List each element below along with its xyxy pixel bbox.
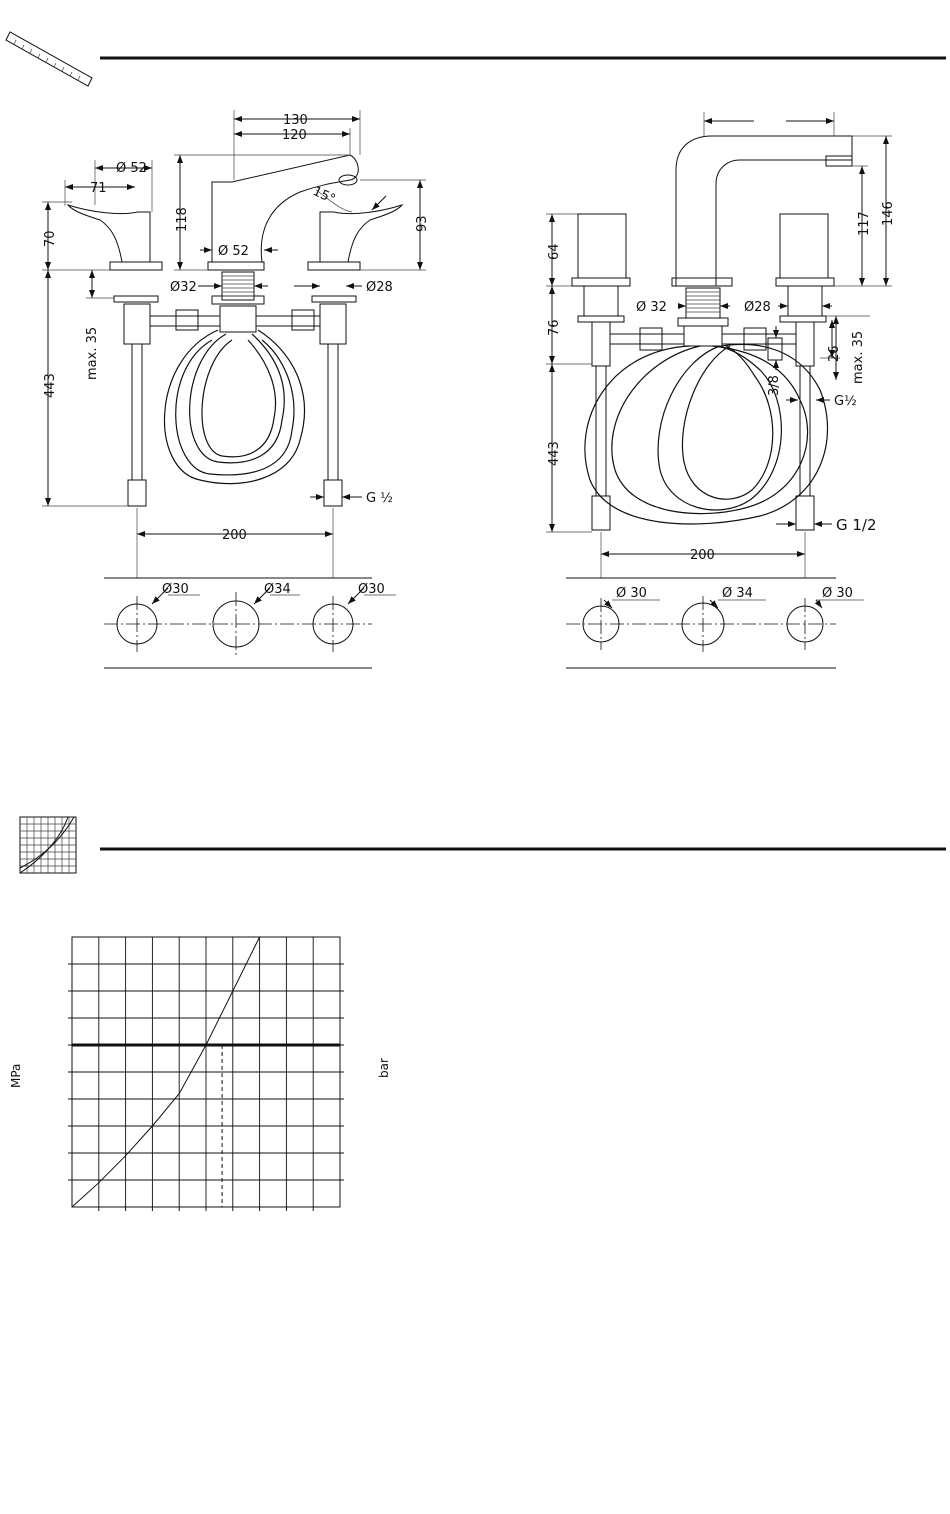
dim-118: 118	[175, 207, 190, 232]
dim-diameter-52-handle: Ø 52	[116, 161, 147, 176]
flow-chart-icon	[20, 817, 76, 873]
hole-diameter-30-right-right-view: Ø 30	[822, 586, 853, 601]
dim-g-half-right: G½	[834, 394, 857, 409]
dim-71: 71	[90, 181, 107, 196]
dim-200-right: 200	[690, 548, 715, 563]
flow-rate-chart	[68, 937, 344, 1211]
ruler-icon	[6, 32, 92, 86]
chart-grid	[72, 937, 340, 1207]
dim-130: 130	[283, 113, 308, 128]
dim-120: 120	[282, 128, 307, 143]
threaded-shank	[222, 272, 254, 300]
dim-diameter-28-right: Ø28	[744, 300, 771, 315]
dim-3-8: 3/8	[767, 375, 782, 396]
dim-443-right: 443	[547, 441, 562, 466]
right-dimension-lines	[546, 112, 892, 578]
hole-diameter-30-left: Ø30	[162, 582, 189, 597]
dim-117: 117	[857, 211, 872, 236]
right-hole-pattern	[566, 578, 864, 668]
hole-diameter-30-left-right-view: Ø 30	[616, 586, 647, 601]
dim-200: 200	[222, 528, 247, 543]
dim-93: 93	[415, 215, 430, 232]
dim-70: 70	[43, 230, 58, 247]
hole-diameter-34-center-right-view: Ø 34	[722, 586, 753, 601]
dim-64: 64	[547, 243, 562, 260]
dim-angle-15: 15°	[310, 184, 338, 208]
dim-26: 26	[827, 345, 842, 362]
dim-146: 146	[881, 201, 896, 226]
dim-g-1-2: G 1/2	[836, 516, 877, 534]
left-mixer-drawing	[68, 155, 402, 506]
threaded-shank-right	[686, 288, 720, 318]
dim-diameter-32-right: Ø 32	[636, 300, 667, 315]
dim-76: 76	[547, 319, 562, 336]
dim-max-35-right: max. 35	[851, 330, 866, 384]
y-axis-label-mpa: MPa	[9, 1063, 23, 1088]
dim-diameter-32: Ø32	[170, 280, 197, 295]
left-hole-pattern	[104, 578, 396, 668]
dim-g-half: G ½	[366, 491, 393, 506]
dim-diameter-28: Ø28	[366, 280, 393, 295]
dim-max-35: max. 35	[85, 326, 100, 380]
dim-diameter-52-spout: Ø 52	[218, 244, 249, 259]
right-mixer-drawing	[572, 136, 852, 530]
hole-diameter-30-right: Ø30	[358, 582, 385, 597]
dim-443: 443	[43, 373, 58, 398]
y-axis-label-bar: bar	[377, 1058, 391, 1078]
hole-diameter-34-center: Ø34	[264, 582, 291, 597]
